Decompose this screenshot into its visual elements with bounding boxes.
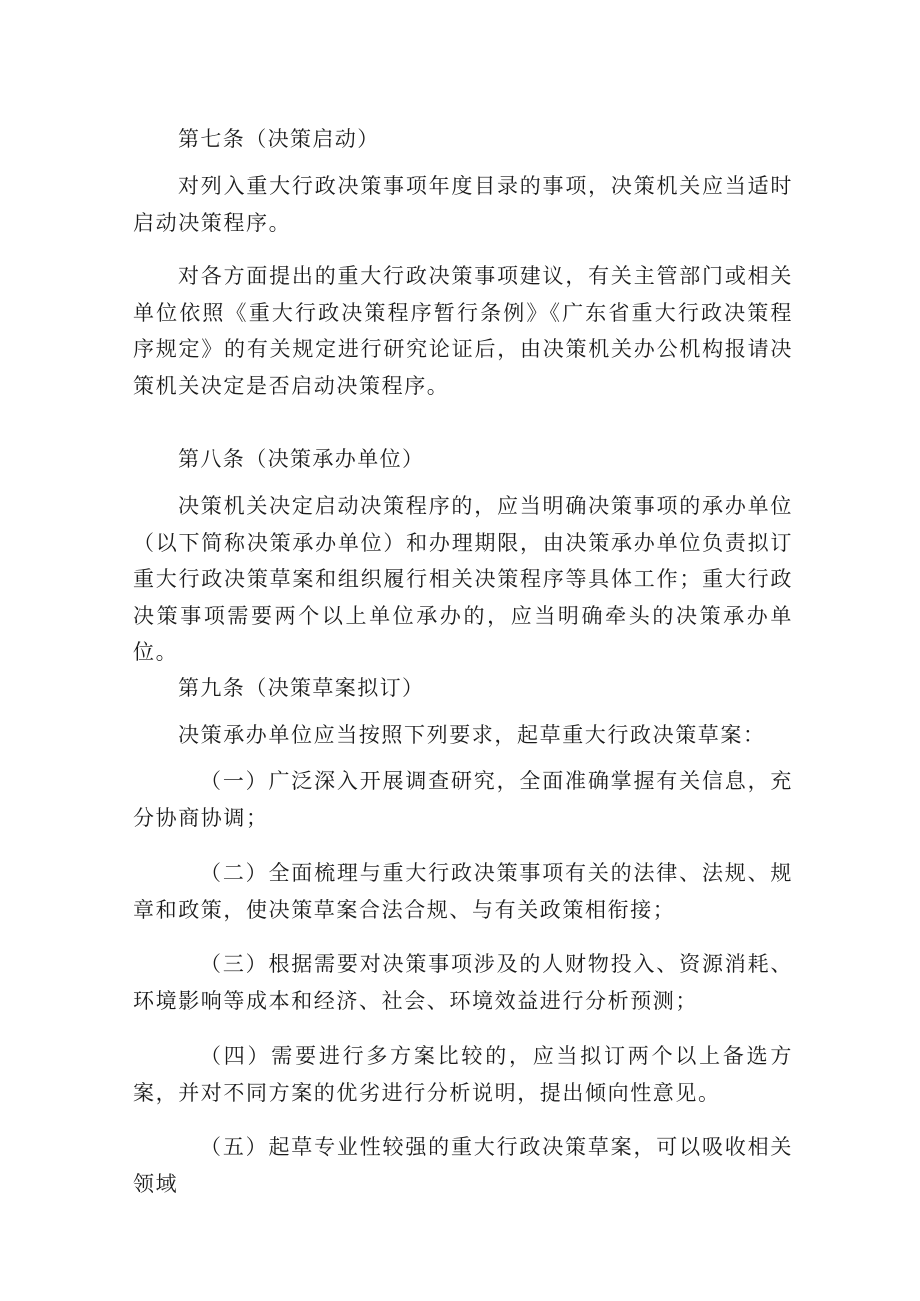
article-9-item-1: （一）广泛深入开展调查研究，全面准确掌握有关信息，充分协商协调；	[133, 769, 793, 830]
article-7-heading: 第七条（决策启动）	[178, 127, 380, 151]
article-9-heading: 第九条（决策草案拟订）	[178, 676, 425, 700]
article-9-item-5: （五）起草专业性较强的重大行政决策草案，可以吸收相关领域	[133, 1135, 793, 1196]
article-9-item-3: （三）根据需要对决策事项涉及的人财物投入、资源消耗、环境影响等成本和经济、社会、环境效益进行分析预测；	[133, 952, 793, 1013]
article-7-paragraph-2: 对各方面提出的重大行政决策事项建议，有关主管部门或相关单位依照《重大行政决策程序暂行条例》《广东省重大行政决策程序规定》的有关规定进行研究论证后，由决策机关办公机构报请决策机关决定是否启动决策程序。	[133, 264, 793, 398]
article-9-item-4: （四）需要进行多方案比较的，应当拟订两个以上备选方案，并对不同方案的优劣进行分析说明，提出倾向性意见。	[133, 1044, 793, 1105]
article-8-heading: 第八条（决策承办单位）	[178, 447, 425, 471]
article-7-paragraph-1: 对列入重大行政决策事项年度目录的事项，决策机关应当适时启动决策程序。	[133, 174, 793, 235]
article-8-paragraph-1: 决策机关决定启动决策程序的，应当明确决策事项的承办单位（以下简称决策承办单位）和办理期限，由决策承办单位负责拟订重大行政决策草案和组织履行相关决策程序等具体工作；重大行政决策事项需要两个以上单位承办的，应当明确牵头的决策承办单位。	[133, 494, 793, 665]
article-9-item-2: （二）全面梳理与重大行政决策事项有关的法律、法规、规章和政策，使决策草案合法合规、与有关政策相衔接；	[133, 861, 793, 922]
article-9-intro: 决策承办单位应当按照下列要求，起草重大行政决策草案：	[178, 723, 766, 747]
